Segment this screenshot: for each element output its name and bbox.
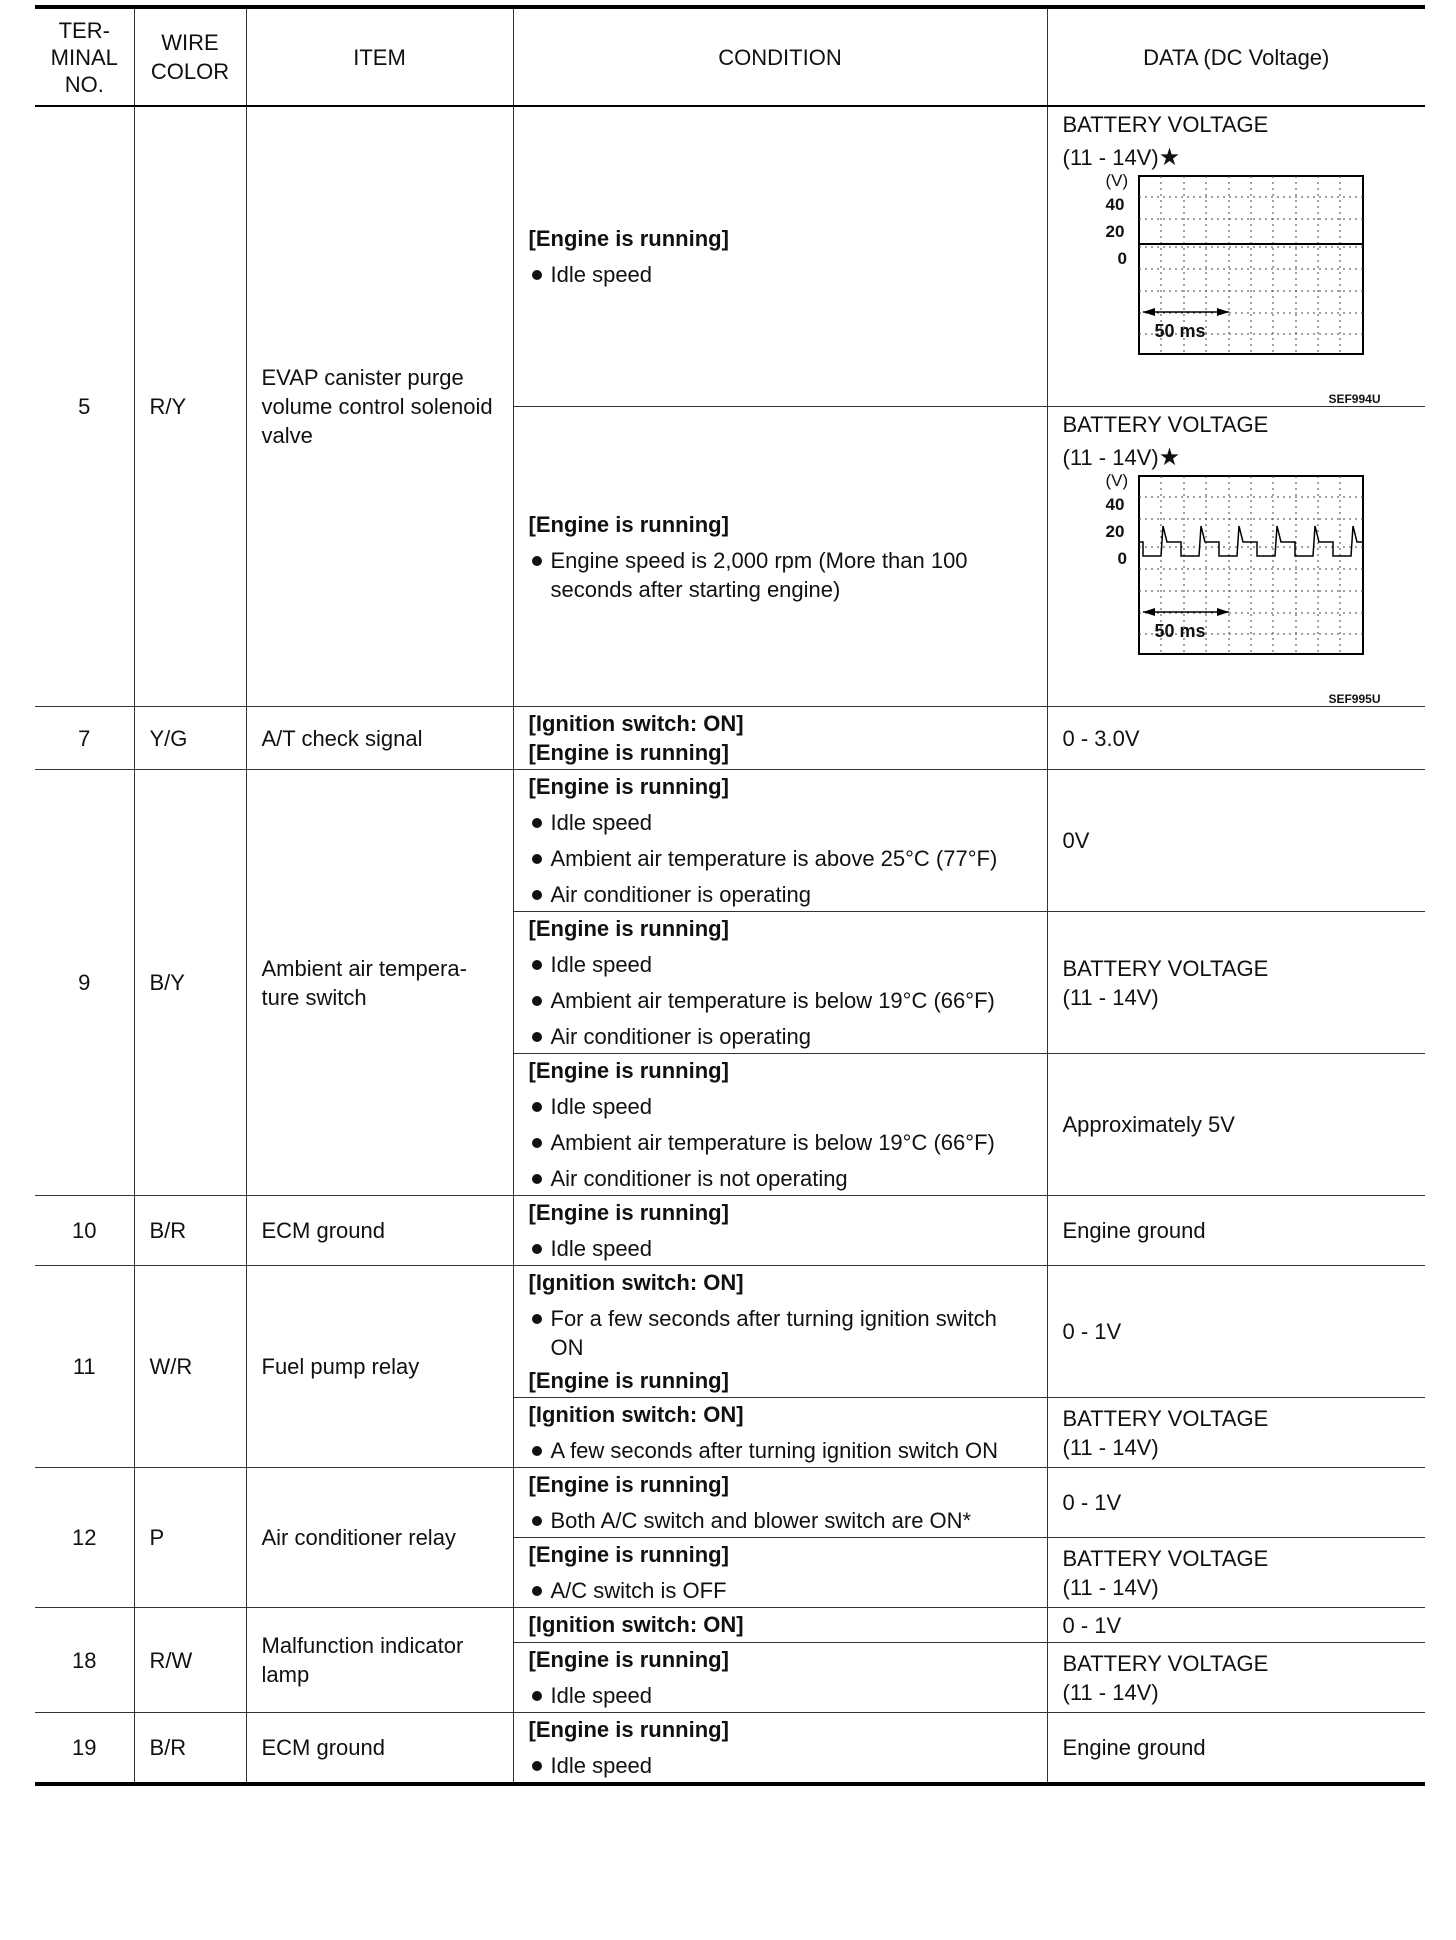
table-row	[35, 1196, 1425, 1266]
header-row	[35, 7, 1425, 106]
condition-cell: [Engine is running] Idle speed Ambient air temperature is above 25°C (77°F) Air conditioner is operating	[513, 770, 1047, 912]
terminal-data-table	[35, 5, 1425, 1786]
terminal-no: 5	[35, 106, 134, 707]
terminal-no: 12	[35, 1468, 134, 1608]
data-cell: 0 - 1V	[1047, 1266, 1425, 1398]
waveform-graph-idle: (V) 40 20 0 50 ms SEF994U	[1063, 174, 1383, 406]
wire-color: Y/G	[134, 707, 246, 770]
item-name: Malfunction indicator lamp	[246, 1608, 513, 1713]
item-name: EVAP canister purge volume control solenoid valve	[246, 106, 513, 707]
item-name: Air conditioner relay	[246, 1468, 513, 1608]
condition-cell: [Engine is running] Idle speed	[513, 1643, 1047, 1713]
data-cell: BATTERY VOLTAGE (11 - 14V)	[1047, 912, 1425, 1054]
condition-cell: [Engine is running] Idle speed Ambient air temperature is below 19°C (66°F) Air conditioner is operating	[513, 912, 1047, 1054]
item-name: Ambient air tempera- ture switch	[246, 770, 513, 1196]
condition-cell: [Ignition switch: ON] [Engine is running]	[513, 707, 1047, 770]
terminal-no: 10	[35, 1196, 134, 1266]
table-row	[35, 1608, 1425, 1643]
header-item: ITEM	[246, 7, 513, 106]
data-cell: 0 - 1V	[1047, 1608, 1425, 1643]
item-name: ECM ground	[246, 1196, 513, 1266]
item-name: Fuel pump relay	[246, 1266, 513, 1468]
table-row	[35, 106, 1425, 407]
header-terminal-no: TER- MINAL NO.	[35, 7, 134, 106]
terminal-no: 11	[35, 1266, 134, 1468]
terminal-no: 19	[35, 1713, 134, 1785]
data-cell: BATTERY VOLTAGE (11 - 14V)	[1047, 1643, 1425, 1713]
header-data: DATA (DC Voltage)	[1047, 7, 1425, 106]
item-name: ECM ground	[246, 1713, 513, 1785]
data-cell: BATTERY VOLTAGE (11 - 14V)	[1047, 1398, 1425, 1468]
condition-cell: [Ignition switch: ON] For a few seconds after turning ignition switch ON [Engine is running]	[513, 1266, 1047, 1398]
data-cell: 0 - 1V	[1047, 1468, 1425, 1538]
data-cell: BATTERY VOLTAGE (11 - 14V)★ (V) 40 20 0 50 ms SEF994U	[1047, 106, 1425, 407]
table-row	[35, 770, 1425, 912]
terminal-no: 7	[35, 707, 134, 770]
waveform-graph-2000rpm: (V) 40 20 0 50 ms SEF995U	[1063, 474, 1383, 706]
wire-color: B/R	[134, 1713, 246, 1785]
condition-cell: [Engine is running] A/C switch is OFF	[513, 1538, 1047, 1608]
condition-cell: [Engine is running] Idle speed Ambient air temperature is below 19°C (66°F) Air conditioner is not operating	[513, 1054, 1047, 1196]
condition-cell: [Engine is running] Engine speed is 2,000 rpm (More than 100 seconds after starting engine)	[513, 407, 1047, 707]
table-row	[35, 1713, 1425, 1785]
header-wire-color: WIRE COLOR	[134, 7, 246, 106]
condition-cell: [Ignition switch: ON]	[513, 1608, 1047, 1643]
waveform-plot-2000rpm	[1063, 474, 1383, 706]
table-row	[35, 1468, 1425, 1538]
condition-cell: [Engine is running] Idle speed	[513, 1196, 1047, 1266]
condition-cell: [Engine is running] Idle speed	[513, 106, 1047, 407]
data-cell: 0V	[1047, 770, 1425, 912]
wire-color: R/Y	[134, 106, 246, 707]
waveform-plot-idle	[1063, 174, 1383, 406]
terminal-no: 9	[35, 770, 134, 1196]
header-condition: CONDITION	[513, 7, 1047, 106]
condition-cell: [Ignition switch: ON] A few seconds after turning ignition switch ON	[513, 1398, 1047, 1468]
wire-color: P	[134, 1468, 246, 1608]
data-cell: BATTERY VOLTAGE (11 - 14V)★ (V) 40 20 0 50 ms SEF995U	[1047, 407, 1425, 707]
wire-color: B/R	[134, 1196, 246, 1266]
condition-cell: [Engine is running] Idle speed	[513, 1713, 1047, 1785]
terminal-no: 18	[35, 1608, 134, 1713]
table-row	[35, 707, 1425, 770]
wire-color: B/Y	[134, 770, 246, 1196]
table-row	[35, 1266, 1425, 1398]
data-cell: Approximately 5V	[1047, 1054, 1425, 1196]
wire-color: R/W	[134, 1608, 246, 1713]
data-cell: Engine ground	[1047, 1713, 1425, 1785]
data-cell: BATTERY VOLTAGE (11 - 14V)	[1047, 1538, 1425, 1608]
condition-cell: [Engine is running] Both A/C switch and blower switch are ON*	[513, 1468, 1047, 1538]
item-name: A/T check signal	[246, 707, 513, 770]
wire-color: W/R	[134, 1266, 246, 1468]
data-cell: Engine ground	[1047, 1196, 1425, 1266]
data-cell: 0 - 3.0V	[1047, 707, 1425, 770]
